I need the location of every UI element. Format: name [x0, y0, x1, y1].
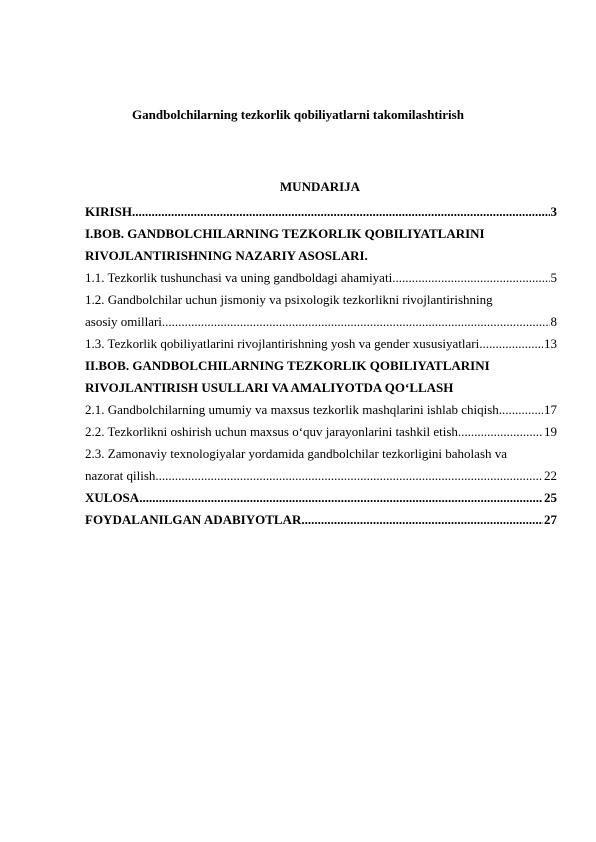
toc-chapter-heading: RIVOJLANTIRISH USULLARI VA AMALIYOTDA QO‘LLASH [85, 380, 454, 395]
toc-chapter-heading: I.BOB. GANDBOLCHILARNING TEZKORLIK QOBILIYATLARINI [85, 226, 485, 241]
toc-entry [85, 201, 557, 223]
toc-entry-page: 25 [544, 490, 557, 505]
toc-entry-text: 1.2. Gandbolchilar uchun jismoniy va psixologik tezkorlikni rivojlantirishning [85, 292, 493, 307]
document-title: Gandbolchilarning tezkorlik qobiliyatlarni takomilashtirish [132, 107, 464, 122]
toc-entry-text: FOYDALANILGAN ADABIYOTLAR [85, 512, 302, 527]
toc-entry-page: 5 [550, 270, 557, 285]
toc-entry [85, 399, 557, 421]
toc-entry [85, 267, 557, 289]
toc-entry-page: 19 [544, 424, 557, 439]
toc-entry-text: 1.3. Tezkorlik qobiliyatlarini rivojlantirishning yosh va gender xususiyatlari [85, 336, 480, 351]
toc-entry-text: 2.3. Zamonaviy texnologiyalar yordamida gandbolchilar tezkorligini baholash va [85, 446, 508, 461]
toc-entry-page: 22 [544, 468, 557, 483]
toc-entry [85, 311, 557, 333]
toc-entry-text: 1.1. Tezkorlik tushunchasi va uning gandboldagi ahamiyati [85, 270, 393, 285]
toc-entry-text: KIRISH [85, 204, 132, 219]
toc-entry [85, 333, 557, 355]
table-of-contents [85, 201, 557, 531]
toc-entry-page: 17 [544, 402, 557, 417]
toc-entry-text: nazorat qilish [85, 468, 156, 483]
toc-entry-page: 13 [544, 336, 557, 351]
toc-entry-page: 3 [550, 204, 557, 219]
toc-entry-text: asosiy omillari [85, 314, 162, 329]
toc-entry [85, 487, 557, 509]
toc-entry-text: 2.2. Tezkorlikni oshirish uchun maxsus o‘quv jarayonlarini tashkil etish [85, 424, 458, 439]
toc-entry [85, 421, 557, 443]
toc-entry [85, 465, 557, 487]
toc-heading: MUNDARIJA [279, 179, 361, 194]
toc-entry-text: XULOSA [85, 490, 140, 505]
toc-entry-page: 27 [544, 512, 557, 527]
toc-entry-text: 2.1. Gandbolchilarning umumiy va maxsus tezkorlik mashqlarini ishlab chiqish [85, 402, 499, 417]
toc-entry [85, 509, 557, 531]
toc-chapter-heading: RIVOJLANTIRISHNING NAZARIY ASOSLARI. [85, 248, 368, 263]
toc-entry-page: 8 [550, 314, 557, 329]
toc-chapter-heading: II.BOB. GANDBOLCHILARNING TEZKORLIK QOBILIYATLARINI [85, 358, 490, 373]
